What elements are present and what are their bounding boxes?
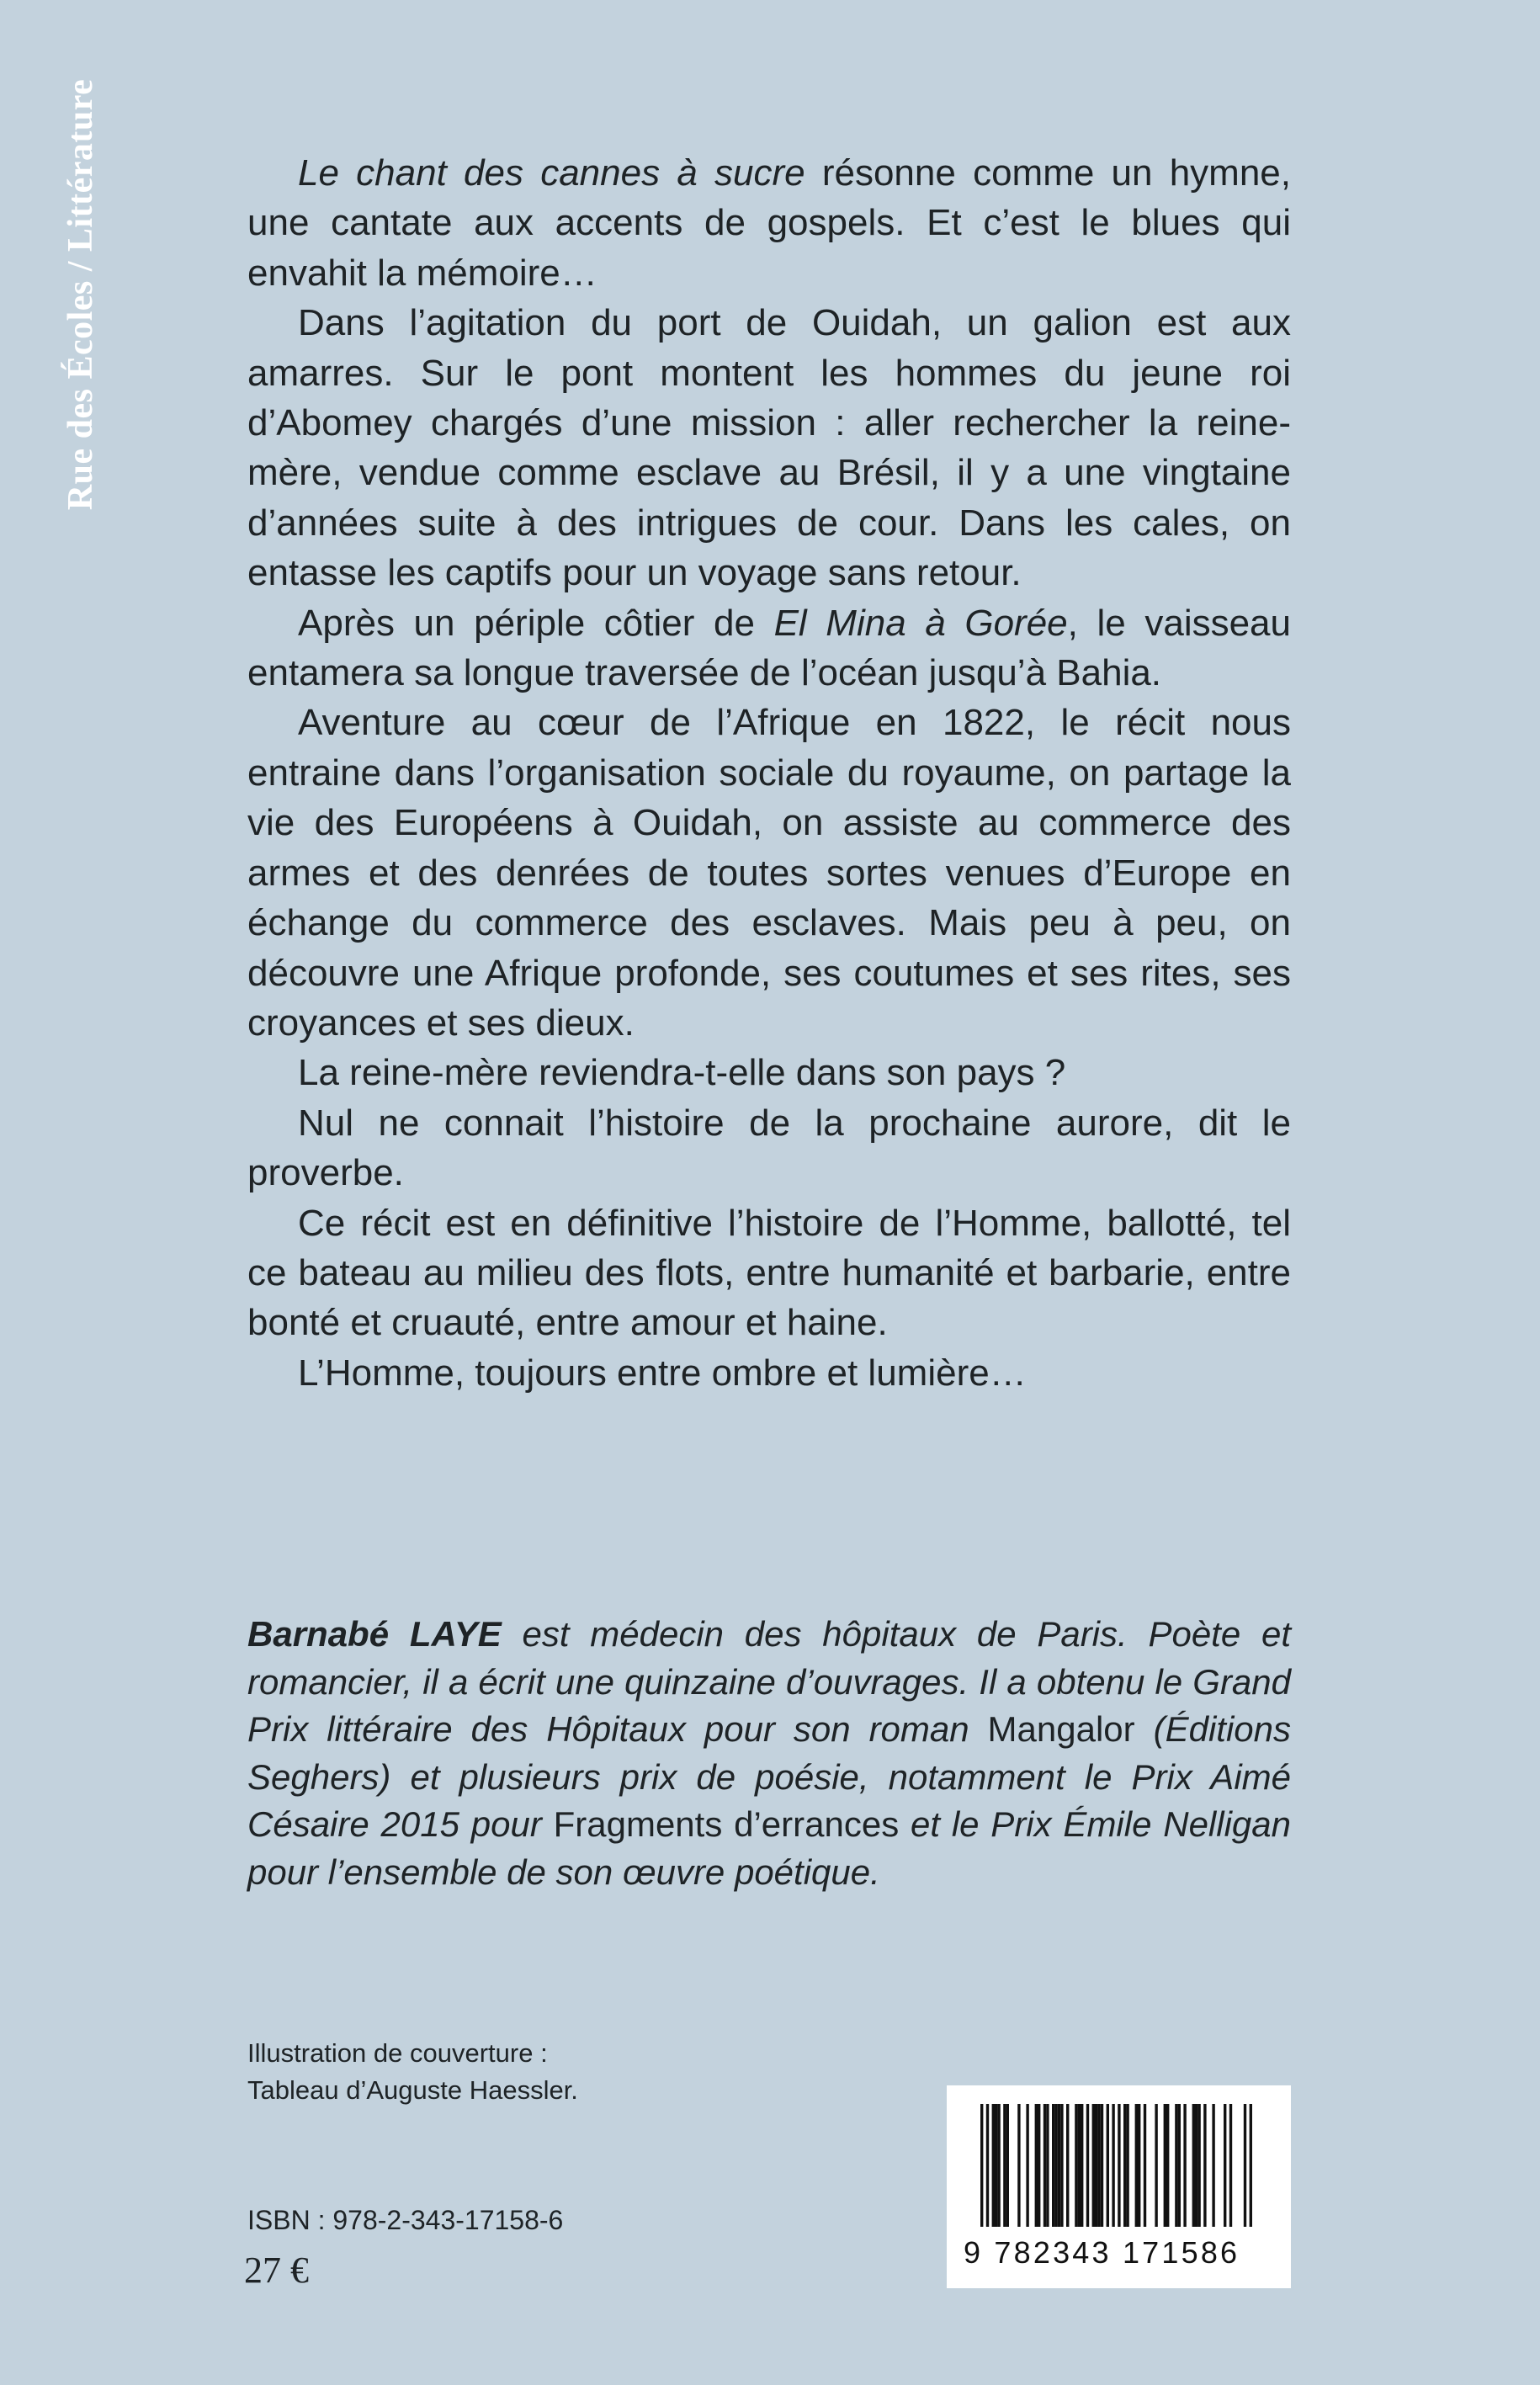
barcode-bar bbox=[1164, 2104, 1166, 2227]
barcode-bar bbox=[1043, 2104, 1046, 2227]
barcode-bar bbox=[1166, 2104, 1169, 2227]
blurb-paragraph: Nul ne connait l’histoire de la prochaine aurore, dit le proverbe. bbox=[247, 1102, 1291, 1194]
barcode-bar bbox=[1046, 2104, 1049, 2227]
barcode-bar bbox=[1095, 2104, 1097, 2227]
barcode bbox=[947, 2085, 1291, 2288]
barcode-bar bbox=[980, 2104, 983, 2227]
barcode-bar bbox=[997, 2104, 1000, 2227]
barcode-bar bbox=[1175, 2104, 1177, 2227]
route-name: El Mina à Gorée bbox=[773, 602, 1068, 644]
barcode-bar bbox=[1026, 2104, 1028, 2227]
barcode-bar bbox=[1195, 2104, 1197, 2227]
barcode-bar bbox=[1112, 2104, 1114, 2227]
barcode-bar bbox=[1126, 2104, 1128, 2227]
barcode-bar bbox=[1060, 2104, 1063, 2227]
barcode-bar bbox=[1192, 2104, 1195, 2227]
barcode-bar bbox=[1078, 2104, 1081, 2227]
blurb-paragraph: La reine-mère reviendra-t-elle dans son pays ? bbox=[298, 1052, 1066, 1094]
barcode-bar bbox=[1229, 2104, 1232, 2227]
barcode-bar bbox=[1178, 2104, 1181, 2227]
barcode-bar bbox=[1003, 2104, 1006, 2227]
author-bio: Barnabé LAYE est médecin des hôpitaux de Paris. Poète et romancier, il a écrit une quinzaine d’ouvrages. Il a obtenu le Grand Prix littéraire des Hôpitaux pour son roman Mangalor (Éditions Seghers) et plusieurs prix de poésie, notamment le Prix Aimé Césaire 2015 pour Fragments d’errances et le Prix Émile Nelligan pour l’ensemble de son œuvre poétique. bbox=[247, 1614, 1291, 1892]
price: 27 € bbox=[244, 2250, 309, 2291]
barcode-bar bbox=[1058, 2104, 1060, 2227]
barcode-bar bbox=[1081, 2104, 1083, 2227]
blurb-paragraph: L’Homme, toujours entre ombre et lumière… bbox=[298, 1352, 1027, 1394]
barcode-bar bbox=[1244, 2104, 1246, 2227]
barcode-bar bbox=[1203, 2104, 1206, 2227]
blurb-paragraph: Ce récit est en définitive l’histoire de l’Homme, ballotté, tel ce bateau au milieu des flots, entre humanité et barbarie, entre bonté et cruauté, entre amour et haine. bbox=[247, 1202, 1291, 1344]
barcode-bar bbox=[1038, 2104, 1040, 2227]
barcode-bars bbox=[970, 2104, 1267, 2232]
spine-label bbox=[56, 34, 106, 555]
barcode-bar bbox=[1101, 2104, 1103, 2227]
barcode-bar bbox=[1212, 2104, 1214, 2227]
cover-credit: Illustration de couverture : Tableau d’Auguste Haessler. bbox=[247, 2038, 578, 2105]
barcode-bar bbox=[1054, 2104, 1057, 2227]
blurb-paragraph: Dans l’agitation du port de Ouidah, un galion est aux amarres. Sur le pont montent les hommes du jeune roi d’Abomey chargés d’une mission : aller rechercher la reine-mère, vendue comme esclave au Brésil, il y a une vingtaine d’années suite à des intrigues de cour. Dans les cales, on entasse les captifs pour un voyage sans retour. bbox=[247, 302, 1291, 594]
barcode-bar bbox=[1224, 2104, 1226, 2227]
back-cover-blurb bbox=[247, 148, 1291, 1398]
series-title: Rue des Écoles / Littérature bbox=[61, 78, 100, 511]
blurb-paragraph: Le chant des cannes à sucre résonne comme un hymne, une cantate aux accents de gospels. Et c’est le blues qui envahit la mémoire… bbox=[247, 152, 1291, 294]
blurb-paragraph: Après un périple côtier de El Mina à Gorée, le vaisseau entamera sa longue traversée de l’océan jusqu’à Bahia. bbox=[247, 602, 1292, 694]
barcode-bar bbox=[1197, 2104, 1200, 2227]
author-name: Barnabé LAYE bbox=[247, 1614, 502, 1654]
barcode-bar bbox=[1092, 2104, 1095, 2227]
barcode-bar bbox=[995, 2104, 997, 2227]
barcode-bar bbox=[1118, 2104, 1120, 2227]
barcode-bar bbox=[1066, 2104, 1069, 2227]
barcode-bar bbox=[1097, 2104, 1100, 2227]
barcode-bar bbox=[1086, 2104, 1089, 2227]
barcode-bar bbox=[1006, 2104, 1009, 2227]
barcode-bar bbox=[1075, 2104, 1077, 2227]
barcode-bar bbox=[1107, 2104, 1109, 2227]
barcode-bar bbox=[1250, 2104, 1252, 2227]
book-title-mangalor: Mangalor bbox=[987, 1709, 1135, 1749]
isbn: ISBN : 978-2-343-17158-6 bbox=[247, 2205, 564, 2235]
barcode-bar bbox=[1035, 2104, 1038, 2227]
blurb-paragraph: Aventure au cœur de l’Afrique en 1822, le récit nous entraine dans l’organisation sociale du royaume, on partage la vie des Européens à Ouidah, on assiste au commerce des armes et des denrées de toutes sortes venues d’Europe en échange du commerce des esclaves. Mais peu à peu, on découvre une Afrique profonde, ses coutumes et ses rites, ses croyances et ses dieux. bbox=[247, 702, 1291, 1044]
barcode-bar bbox=[1138, 2104, 1140, 2227]
barcode-bar bbox=[1017, 2104, 1020, 2227]
barcode-bar bbox=[1135, 2104, 1138, 2227]
barcode-bar bbox=[1144, 2104, 1146, 2227]
barcode-bar bbox=[986, 2104, 989, 2227]
barcode-bar bbox=[992, 2104, 995, 2227]
barcode-bar bbox=[1123, 2104, 1126, 2227]
barcode-bar bbox=[1155, 2104, 1157, 2227]
book-title: Le chant des cannes à sucre bbox=[298, 152, 805, 194]
barcode-bar bbox=[1052, 2104, 1054, 2227]
barcode-bar bbox=[1183, 2104, 1186, 2227]
book-title-fragments: Fragments d’errances bbox=[553, 1804, 900, 1844]
barcode-digits: 9 782343 171586 bbox=[964, 2235, 1240, 2270]
